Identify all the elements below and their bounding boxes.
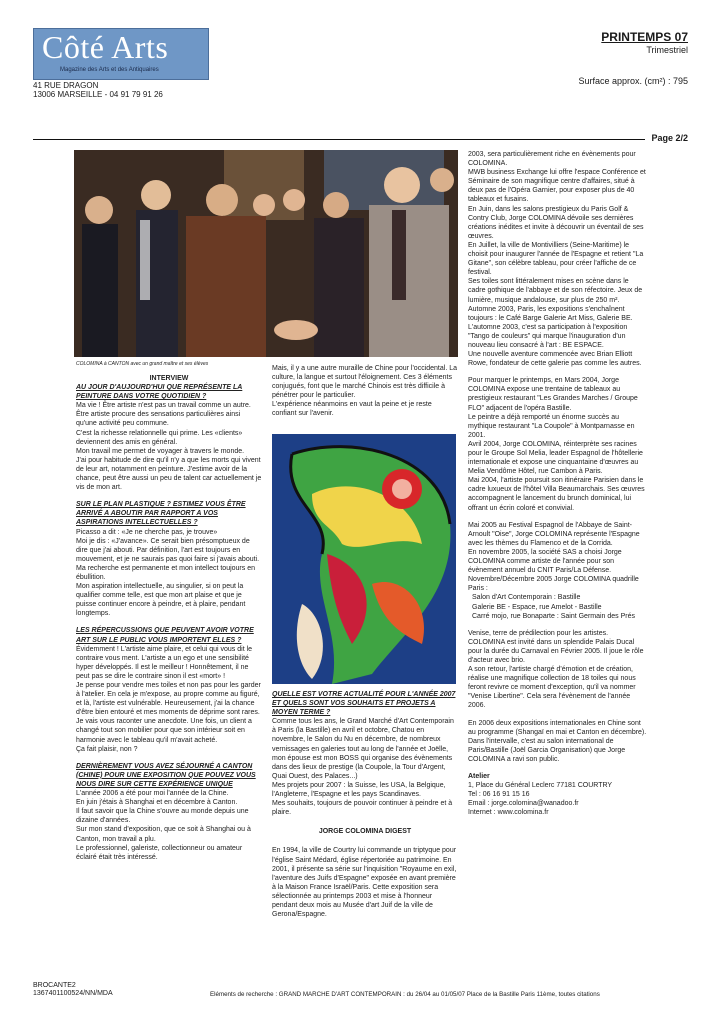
page-number: Page 2/2 <box>647 133 688 143</box>
right-para-14: En novembre 2005, la société SAS a choisi Jorge COLOMINA comme artiste de l'année pour son évènement annuel du CNIT Paris/La Défense. <box>468 548 622 575</box>
answer-4b: En juin j'étais à Shanghai et en décembre à Canton. <box>76 799 238 807</box>
digest-title: JORGE COLOMINA DIGEST <box>318 828 412 836</box>
right-para-1: 2003, sera particulièrement riche en évènements pour COLOMINA. <box>468 151 636 168</box>
right-para-17: Galerie BE - Espace, rue Amelot - Bastille <box>472 603 602 611</box>
right-para-20: COLOMINA est invité dans un splendide Palais Ducal pour la durée du Carnaval en Février 2005. Il joue le rôle d'acteur avec brio. <box>468 638 644 664</box>
answer-4e: Le professionnel, galeriste, collectionneur ou amateur éclairé était très intéressé. <box>76 844 243 861</box>
right-para-13: Mai 2005 au Festival Espagnol de l'Abbaye de Saint-Arnoult "Oise", Jorge COLOMINA représente l'Espagne avec les thèmes du Flamenco et de la Corrida. <box>468 521 640 547</box>
right-para-21: A son retour, l'artiste chargé d'émotion et de création, réalise une magnifique collection de 18 toiles qui nous feront revivre ce moment d'exception, qu'il va nommer "Venise Libertine". Cela sera l'évènement de l'année 2006. <box>468 666 636 710</box>
answer-2b: Moi je dis : «J'avance». Ce serait bien présomptueux de dire que j'ai abouti. Par définition, l'art est toujours en mouvement, et je ne saurais pas quoi faire si j'avais abouti. Ma recherche est permanente et mon intellect toujours en ébullition. <box>76 537 260 581</box>
address-line-1: 41 RUE DRAGON <box>33 81 99 90</box>
middle-column-top <box>272 364 458 419</box>
right-para-12: Mai 2004, l'artiste poursuit son itinéraire Parisien dans le cadre luxueux de l'hôtel Villa Beaumarchais. Ses œuvres accompagnent le lancement du brunch dominical, lui offrant un écrin coloré et convivial. <box>468 477 645 512</box>
question-4: DERNIÈREMENT VOUS AVEZ SÉJOURNÉ A CANTON (CHINE) POUR UNE EXPOSITION QUE POUVEZ VOUS NOUS DIRE SUR CETTE EXPÉRIENCE UNIQUE <box>76 762 256 788</box>
right-para-10: Le peintre a déjà remporté un énorme succès au mythique restaurant "La Coupole" à Montparnasse en 2001. <box>468 413 635 439</box>
answer-3: Évidemment ! L'artiste aime plaire, et celui qui vous dit le contraire vous ment. L'artiste a un ego et une sensibilité hyper développés. Il est le meilleur ! Honnêtement, il ne peut pas se dire le contraire sinon il est «mort» ! <box>76 645 253 680</box>
mid-para-2: L'expérience néanmoins en vaut la peine et je reste confiant sur l'avenir. <box>272 401 432 418</box>
right-para-19: Venise, terre de prédilection pour les artistes. <box>468 629 609 637</box>
surface-info: Surface approx. (cm²) : 795 <box>578 76 688 86</box>
right-para-5: Ses toiles sont littéralement mises en scène dans le cadre gothique de l'abbaye et de son réfectoire. Jeux de lumière, musique andalouse, sur plus de 250 m². <box>468 278 643 304</box>
right-para-7: L'automne 2003, c'est sa participation à l'exposition "Tango de couleurs" qui marque l'inauguration d'un nouveau lieu consacré à l'art : BE ESPACE. <box>468 323 628 349</box>
right-column <box>468 150 648 817</box>
question-5: QUELLE EST VOTRE ACTUALITÉ POUR L'ANNÉE 2007 ET QUELS SONT VOS SOUHAITS ET PROJETS A MOYEN TERME ? <box>272 691 456 717</box>
atelier-phone: Tel : 06 16 91 15 16 <box>468 791 530 799</box>
right-para-11: Avril 2004, Jorge COLOMINA, réinterprète ses racines pour le Groupe Sol Melia, leader Espagnol de l'hôtellerie internationale et expose une cinquantaine d'œuvres au Melia Vendôme Hôtel, rue Cambon à Paris. <box>468 440 643 476</box>
photo-canton-group <box>74 150 458 357</box>
atelier-address: 1, Place du Général Leclerc 77181 COURTRY <box>468 782 613 790</box>
answer-4: L'année 2006 a été pour moi l'année de la Chine. <box>76 790 229 798</box>
answer-4c: Il faut savoir que la Chine s'ouvre au monde depuis une dizaine d'années. <box>76 808 249 825</box>
footer-codes <box>33 982 113 998</box>
answer-4d: Sur mon stand d'exposition, que ce soit à Shanghai ou à Canton, mon travail a plu. <box>76 826 251 843</box>
atelier-website: Internet : www.colomina.fr <box>468 809 549 817</box>
answer-5c: Mes souhaits, toujours de pouvoir continuer à peindre et à plaire. <box>272 800 453 817</box>
answer-5b: Mes projets pour 2007 : la Suisse, les USA, la Belgique, l'Angleterre, l'Espagne et les pays Scandinaves. <box>272 781 446 799</box>
answer-1c: Mon travail me permet de voyager à travers le monde. <box>76 447 245 455</box>
right-para-8: Une nouvelle aventure commencée avec Brian Elliott Rowe, fondateur de cette galerie pas comme les autres. <box>468 351 642 368</box>
right-para-6: Automne 2003, Paris, les expositions s'enchaînent toujours : le Café Barge Galerie Art Miss, Galerie BE. <box>468 305 633 322</box>
right-para-16: Salon d'Art Contemporain : Bastille <box>472 594 581 602</box>
header-rule <box>33 139 645 140</box>
right-para-18: Carré mojo, rue Bonaparte : Saint Germain des Prés <box>472 612 636 620</box>
question-3: LES RÉPERCUSSIONS QUE PEUVENT AVOIR VOTRE ART SUR LE PUBLIC VOUS IMPORTENT ELLES ? <box>76 627 254 644</box>
right-para-9: Pour marquer le printemps, en Mars 2004, Jorge COLOMINA expose une trentaine de tableaux au prestigieux restaurant "Les Grandes Marches / Groupe FLO" adjacent de l'opéra Bastille. <box>468 377 638 412</box>
right-para-22: En 2006 deux expositions internationales en Chine sont au programme (Shangaï en mai et Canton en décembre). <box>468 719 647 736</box>
question-2: SUR LE PLAN PLASTIQUE ? ESTIMEZ VOUS ÊTRE ARRIVÉ A ABOUTIR PAR RAPPORT A VOS ASPIRATIONS INTELLECTUELLES ? <box>76 501 246 527</box>
footer-code-1: BROCANTE2 <box>33 982 76 989</box>
answer-2c: Mon aspiration intellectuelle, au singulier, si on peut la qualifier comme telle, est que mon art plaise et que je puisse continuer encore à peindre, et à plaire, pendant longtemps. <box>76 583 246 618</box>
logo-subtitle: Magazine des Arts et des Antiquaires <box>60 67 159 73</box>
answer-3d: Ça fait plaisir, non ? <box>76 745 138 753</box>
question-1: AU JOUR D'AUJOURD'HUI QUE REPRÉSENTE LA PEINTURE DANS VOTRE QUOTIDIEN ? <box>76 384 243 401</box>
footer-code-2: 1367401100524/NN/MDA <box>33 990 113 997</box>
interview-title: INTERVIEW <box>149 375 189 382</box>
frequency: Trimestriel <box>646 45 688 55</box>
answer-1: Ma vie ! Être artiste n'est pas un travail comme un autre. Être artiste procure des sensations particulières ainsi qu'une activité peu commune. <box>76 402 251 428</box>
footer-search-elements: Eléments de recherche : GRAND MARCHE D'ART CONTEMPORAIN : du 26/04 au 01/05/07 Place de la Bastille Paris 11ème, toutes citations <box>210 991 600 998</box>
digest-para-1: En 1994, la ville de Courtry lui commande un triptyque pour l'église Saint Médard, église répertoriée au patrimoine. En 2001, il présente sa série sur l'inquisition "Royaume en exil, l'aventure des Juifs d'Espagne" exposée en avant première à la Maison France Israël/Paris. Cette exposition sera sélectionnée au printemps 2003 et mise à l'honneur pendant deux mois au Musée d'art Juif de la ville de Gerona/Espagne. <box>272 847 457 919</box>
answer-2: Picasso a dit : «Je ne cherche pas, je trouve» <box>76 528 218 536</box>
left-column <box>76 374 262 862</box>
atelier-title: Atelier <box>468 773 490 780</box>
right-para-23: Dans l'intervalle, c'est au salon international de Paris/Bastille (Joël Garcia Organisation) que Jorge COLOMINA a ravi son public. <box>468 737 626 763</box>
publication-logo <box>33 28 209 80</box>
middle-column-bottom <box>272 690 458 919</box>
answer-1d: J'ai pour habitude de dire qu'il n'y a que les morts qui vivent de leur art, notamment en peinture. J'estime avoir de la chance, peut être aussi un peu de talent car actuellement je vis de mon art. <box>76 456 262 492</box>
answer-3c: Je vais vous raconter une anecdote. Une fois, un client a changé tout son mobilier pour que son intérieur soit en harmonie avec le tableau qu'il m'avait acheté. <box>76 718 252 744</box>
right-para-15: Novembre/Décembre 2005 Jorge COLOMINA quadrille Paris : <box>468 576 639 593</box>
logo-title: Côté Arts <box>42 29 169 65</box>
answer-5: Comme tous les ans, le Grand Marché d'Art Contemporain à Paris (la Bastille) en avril et octobre, Chatou en novembre, le Salon du Nu en décembre, de nombreux vernissages en galeries tout au long de l'année et Joëlle, mon épouse est mon BOSS qui organise des évènements dans des lieux de prestige (la Coupole, la Tour d'Argent, Quai Ouest, des Palaces...) <box>272 718 454 780</box>
address-line-2: 13006 MARSEILLE - 04 91 79 91 26 <box>33 90 163 99</box>
right-para-2: MWB business Exchange lui offre l'espace Conférence et Séminaire de son magnifique centre d'affaires, situé à deux pas de l'Opéra Garnier, pour exposer plus de 40 tableaux et fusains. <box>468 169 646 204</box>
answer-1b: C'est la richesse relationnelle qui prime. Les «clients» deviennent des amis en général. <box>76 429 243 446</box>
mid-para-1: Mais, il y a une autre muraille de Chine pour l'occidental. La culture, la langue et surtout l'éloignement. Ces 3 éléments conjugués, font que le marché Chinois est très difficile à pénétrer pour le particulier. <box>272 365 457 400</box>
answer-3b: Je pense pour vendre mes toiles et non pas pour les garder à l'atelier. En cela je m'expose, au propre comme au figuré, et là, l'artiste est vulnérable. Heureusement, j'ai la chance d'être bien entouré et mes moments de déprime sont rares. <box>76 682 261 717</box>
photo-caption: COLOMINA à CANTON avec un grand maître et ses élèves <box>76 361 209 367</box>
right-para-4: En Juillet, la ville de Montivilliers (Seine-Maritime) le choisit pour inaugurer l'année de l'Espagne et retient "La Gitane", son célèbre tableau, pour créer l'affiche de ce festival. <box>468 241 644 277</box>
painting-artwork <box>272 434 456 684</box>
atelier-email: Email : jorge.colomina@wanadoo.fr <box>468 800 579 808</box>
right-para-3: En Juin, dans les salons prestigieux du Paris Golf & Contry Club, Jorge COLOMINA dévoile ses dernières créations inédites et invite à découvrir un éventail de ses œuvres. <box>468 205 644 240</box>
publication-date: PRINTEMPS 07 <box>601 30 688 44</box>
